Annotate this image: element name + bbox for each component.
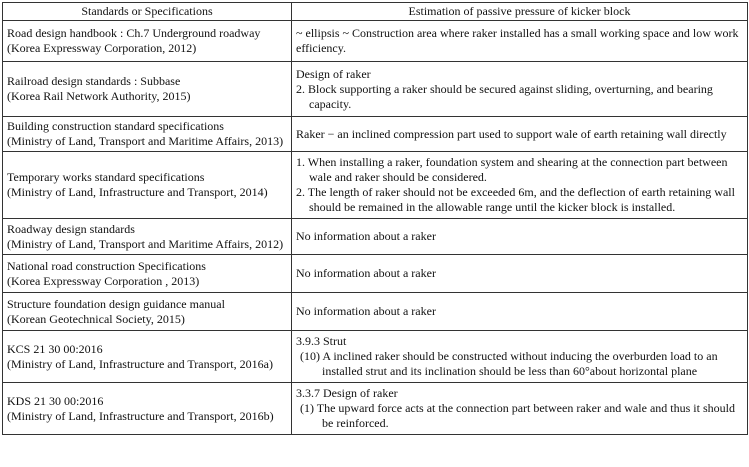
standard-cell [3,21,292,62]
standard-name: Road design handbook : Ch.7 Underground roadway [7,26,261,40]
estimation-heading: 3.9.3 Strut [296,334,347,348]
table-row [3,255,748,293]
standard-org: (Ministry of Land, Infrastructure and Transport, 2014) [7,185,268,199]
standard-org: (Ministry of Land, Infrastructure and Transport, 2016b) [7,408,274,423]
standard-org: (Ministry of Land, Infrastructure and Transport, 2016a) [7,356,273,371]
table-row [3,21,748,62]
table-row [3,293,748,331]
standard-cell [3,219,292,255]
standard-name: KCS 21 30 00:2016 [7,341,103,356]
standard-name: KDS 21 30 00:2016 [7,393,104,408]
standard-cell [3,62,292,117]
standard-name: Railroad design standards : Subbase [7,74,181,88]
header-estimation: Estimation of passive pressure of kicker block [292,3,748,21]
table-row [3,331,748,383]
estimation-cell [292,62,748,117]
table-row [3,152,748,219]
estimation-text: Raker − an inclined compression part used to support wale of earth retaining wall directly [296,126,727,141]
table-row [3,219,748,255]
estimation-cell [292,219,748,255]
estimation-heading: 3.3.7 Design of raker [296,386,398,400]
estimation-item: 2. The length of raker should not be exceeded 6m, and the deflection of earth retaining wall should be remained in the allowable range until the kicker block is installed. [296,185,735,214]
standard-cell [3,152,292,219]
estimation-cell [292,117,748,152]
standard-name: Temporary works standard specifications [7,170,205,184]
estimation-heading: Design of raker [296,66,371,81]
header-row [3,3,748,21]
standard-cell [3,383,292,435]
standard-cell [3,331,292,383]
standard-org: (Ministry of Land, Transport and Maritime Affairs, 2013) [7,134,284,148]
estimation-cell [292,331,748,383]
standard-org: (Ministry of Land, Transport and Maritime Affairs, 2012) [7,236,284,251]
estimation-cell [292,21,748,62]
table-row [3,117,748,152]
estimation-cell [292,255,748,293]
standard-org: (Korea Rail Network Authority, 2015) [7,89,191,103]
standard-name: Roadway design standards [7,221,135,236]
standard-org: (Korean Geotechnical Society, 2015) [7,311,185,326]
header-standards: Standards or Specifications [3,3,292,21]
estimation-text: No information about a raker [296,229,436,243]
standard-org: (Korea Expressway Corporation , 2013) [7,273,200,288]
estimation-cell [292,293,748,331]
standard-name: National road construction Specifications [7,258,206,273]
table-header [3,3,748,21]
estimation-item: 2. Block supporting a raker should be secured against sliding, overturning, and bearing capacity. [296,81,713,111]
estimation-cell [292,152,748,219]
table-body [3,21,748,435]
standard-cell [3,255,292,293]
estimation-item: (1) The upward force acts at the connection part between raker and wale and thus it should be reinforced. [300,401,735,430]
estimation-text: No information about a raker [296,266,436,280]
table-row [3,383,748,435]
table-row [3,62,748,117]
estimation-item: 1. When installing a raker, foundation system and shearing at the connection part between wale and raker should be considered. [296,155,728,184]
estimation-text: No information about a raker [296,304,436,318]
standards-table [2,2,748,435]
standard-cell [3,117,292,152]
estimation-item: (10) A inclined raker should be constructed without inducing the overburden load to an installed strut and its inclination should be less than 60°about horizontal plane [300,349,718,378]
standard-name: Building construction standard specifications [7,119,224,133]
standard-org: (Korea Expressway Corporation, 2012) [7,41,197,55]
standard-cell [3,293,292,331]
estimation-cell [292,383,748,435]
standard-name: Structure foundation design guidance manual [7,296,225,311]
estimation-text: ~ ellipsis ~ Construction area where raker installed has a small working space and low work efficiency. [296,26,739,55]
